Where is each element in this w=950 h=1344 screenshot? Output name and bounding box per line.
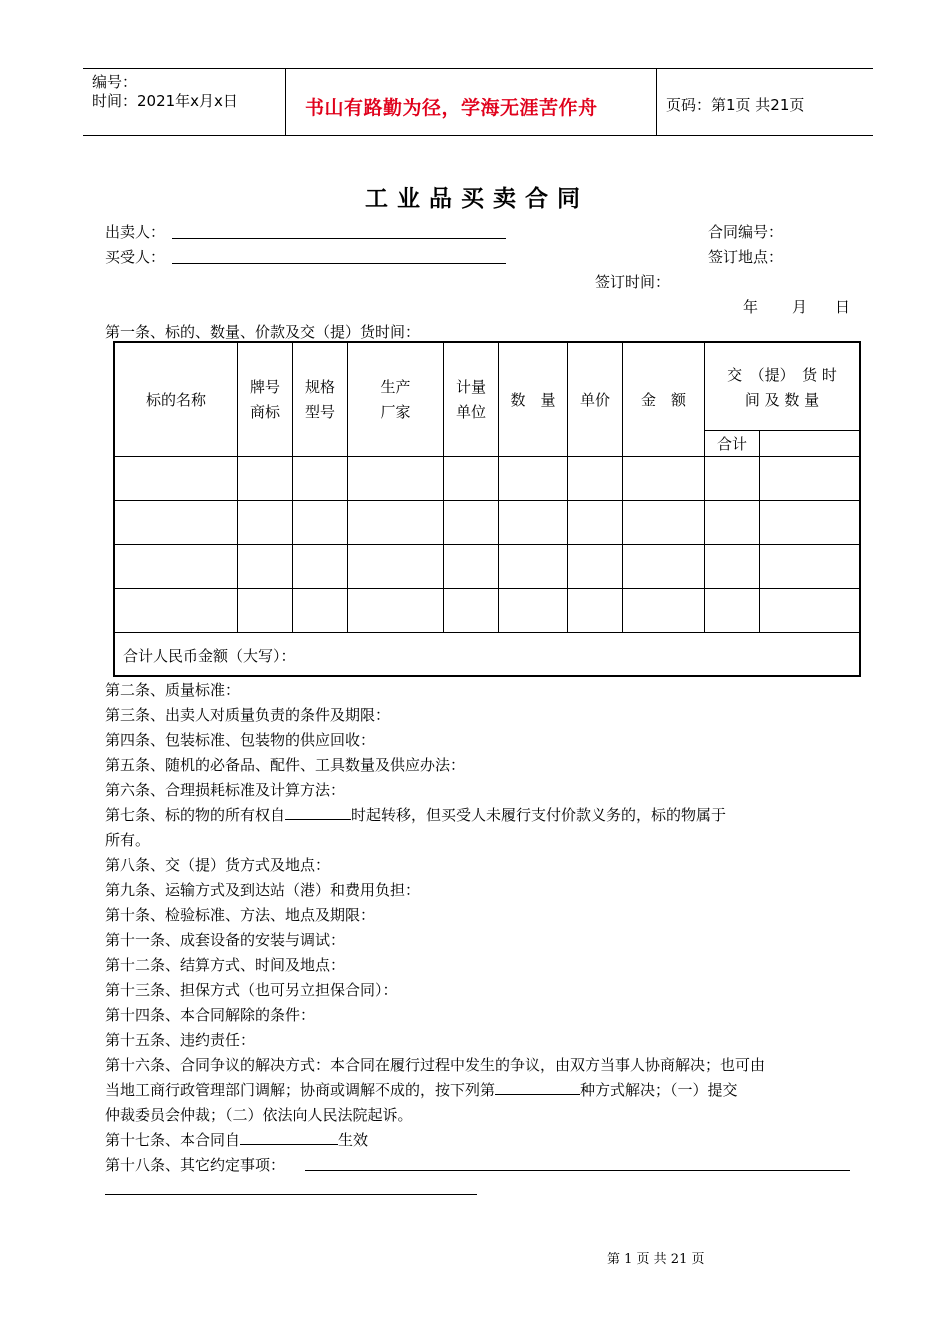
article-7-blank[interactable] (285, 803, 351, 820)
table-row[interactable] (115, 457, 859, 500)
table-row[interactable] (115, 589, 859, 632)
col-spec-1: 规格 (304, 378, 335, 396)
col-maker-2: 厂家 (380, 403, 411, 421)
article-6: 第六条、合理损耗标准及计算方法： (105, 781, 346, 799)
page-footer: 第 1 页 共 21 页 (607, 1252, 705, 1267)
article-5: 第五条、随机的必备品、配件、工具数量及供应办法： (105, 756, 466, 774)
total-rmb-label: 合计人民币金额（大写）： (123, 647, 296, 665)
article-16-pre: 当地工商行政管理部门调解；协商或调解不成的，按下列第 (105, 1081, 496, 1099)
article-14: 第十四条、本合同解除的条件： (105, 1006, 316, 1024)
col-unit-1: 计量 (455, 378, 486, 396)
motto: 书山有路勤为径，学海无涯苦作舟 (305, 97, 598, 119)
table-row[interactable] (115, 501, 859, 544)
article-16-line3: 仲裁委员会仲裁；（二）依法向人民法院起诉。 (105, 1106, 413, 1124)
article-15: 第十五条、违约责任： (105, 1031, 256, 1049)
article-17-blank[interactable] (240, 1128, 338, 1145)
article-1: 第一条、标的、数量、价款及交（提）货时间： (105, 323, 421, 341)
article-2: 第二条、质量标准： (105, 681, 241, 699)
col-price: 单价 (579, 391, 610, 409)
article-16-line2 (105, 1078, 738, 1102)
seller-label: 出卖人： (105, 223, 166, 241)
contract-no-label: 合同编号： (708, 223, 784, 241)
col-brand-1: 牌号 (249, 378, 280, 396)
article-4: 第四条、包装标准、包装物的供应回收： (105, 731, 376, 749)
article-11: 第十一条、成套设备的安装与调试： (105, 931, 346, 949)
article-8: 第八条、交（提）货方式及地点： (105, 856, 331, 874)
time-label: 时间：2021年x月x日 (92, 92, 238, 110)
article-3: 第三条、出卖人对质量负责的条件及期限： (105, 706, 391, 724)
article-16-post: 种方式解决；（一）提交 (580, 1081, 738, 1099)
col-maker-1: 生产 (380, 378, 411, 396)
date-month: 月 (792, 298, 808, 316)
article-9: 第九条、运输方式及到达站（港）和费用负担： (105, 881, 421, 899)
article-13: 第十三条、担保方式（也可另立担保合同）： (105, 981, 398, 999)
page-title: 工业品买卖合同 (365, 185, 589, 212)
article-18-line2[interactable] (105, 1194, 477, 1195)
col-spec-2: 型号 (304, 403, 335, 421)
article-16-blank[interactable] (495, 1078, 580, 1095)
date-day: 日 (835, 298, 851, 316)
col-delivery-2: 间 及 数 量 (744, 391, 820, 409)
article-7-line2: 所有。 (105, 831, 151, 849)
col-name: 标的名称 (145, 391, 206, 409)
col-amount: 金 额 (640, 391, 686, 409)
col-total: 合计 (716, 435, 747, 453)
buyer-input-line[interactable] (172, 263, 506, 264)
article-10: 第十条、检验标准、方法、地点及期限： (105, 906, 376, 924)
sign-place-label: 签订地点： (708, 248, 784, 266)
article-17-pre: 第十七条、本合同自 (105, 1131, 241, 1149)
article-18-line1[interactable] (305, 1170, 850, 1171)
col-qty: 数 量 (510, 391, 556, 409)
article-7-pre: 第七条、标的物的所有权自 (105, 806, 286, 824)
col-delivery-1: 交 （提） 货 时 (727, 366, 837, 384)
buyer-label: 买受人： (105, 248, 166, 266)
seller-input-line[interactable] (172, 238, 506, 239)
table-row[interactable] (115, 545, 859, 588)
article-18: 第十八条、其它约定事项： (105, 1156, 286, 1174)
col-unit-2: 单位 (455, 403, 486, 421)
article-16-line1: 第十六条、合同争议的解决方式：本合同在履行过程中发生的争议，由双方当事人协商解决；也可由 (105, 1056, 766, 1074)
page-label: 页码：第1页 共21页 (666, 96, 805, 114)
article-17-post: 生效 (338, 1131, 369, 1149)
article-7-post: 时起转移，但买受人未履行支付价款义务的，标的物属于 (351, 806, 727, 824)
article-12: 第十二条、结算方式、时间及地点： (105, 956, 346, 974)
col-brand-2: 商标 (249, 403, 280, 421)
sign-time-label: 签订时间： (595, 273, 671, 291)
article-17 (105, 1128, 368, 1152)
serial-label: 编号： (92, 73, 138, 91)
article-7 (105, 803, 726, 827)
date-year: 年 (743, 298, 759, 316)
